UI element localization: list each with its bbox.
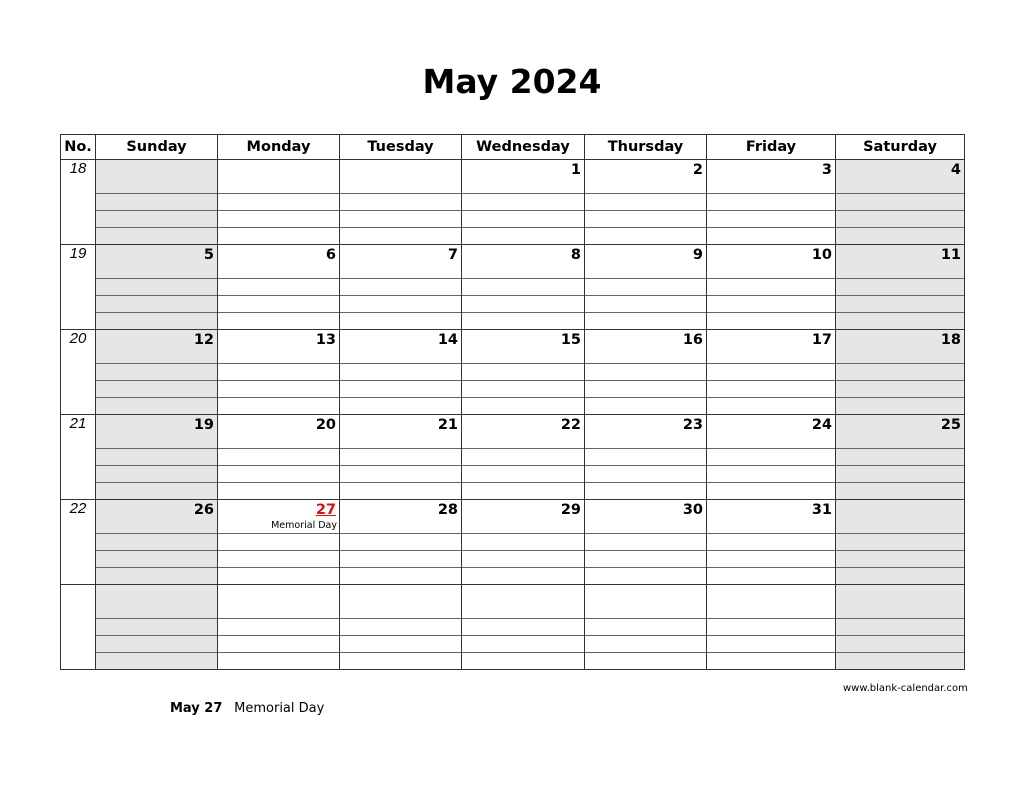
- day-number: 28: [437, 502, 458, 518]
- day-cell: [836, 160, 965, 194]
- note-line-cell: [836, 364, 965, 381]
- week-row: [61, 160, 965, 194]
- day-cell: [585, 585, 707, 619]
- note-line-cell: [340, 449, 462, 466]
- note-line-cell: [585, 279, 707, 296]
- note-line-cell: [218, 228, 340, 245]
- day-cell: [462, 500, 585, 534]
- note-line-cell: [585, 228, 707, 245]
- week-note-line: [61, 653, 965, 670]
- day-cell: [340, 160, 462, 194]
- note-line-cell: [96, 398, 218, 415]
- note-line-cell: [585, 636, 707, 653]
- day-number: 27: [315, 502, 336, 518]
- day-cell: [585, 245, 707, 279]
- day-number: 31: [811, 502, 832, 518]
- day-cell: [218, 160, 340, 194]
- week-row: [61, 245, 965, 279]
- note-line-cell: [96, 381, 218, 398]
- header-wednesday: Wednesday: [462, 135, 585, 160]
- day-cell: [340, 415, 462, 449]
- note-line-cell: [96, 636, 218, 653]
- day-cell: [707, 245, 836, 279]
- week-number: 18: [61, 160, 96, 245]
- day-number: 18: [940, 332, 961, 348]
- day-cell: [836, 585, 965, 619]
- day-cell: [707, 500, 836, 534]
- note-line-cell: [218, 449, 340, 466]
- calendar-grid: [60, 134, 965, 670]
- day-number: 30: [682, 502, 703, 518]
- day-cell: [462, 330, 585, 364]
- day-cell: [707, 160, 836, 194]
- note-line-cell: [218, 313, 340, 330]
- note-line-cell: [585, 551, 707, 568]
- note-line-cell: [218, 381, 340, 398]
- note-line-cell: [96, 551, 218, 568]
- note-line-cell: [96, 483, 218, 500]
- day-number: 9: [692, 247, 703, 263]
- note-line-cell: [836, 534, 965, 551]
- note-line-cell: [340, 194, 462, 211]
- note-line-cell: [462, 568, 585, 585]
- note-line-cell: [218, 653, 340, 670]
- note-line-cell: [340, 228, 462, 245]
- note-line-cell: [836, 568, 965, 585]
- note-line-cell: [707, 636, 836, 653]
- note-line-cell: [836, 381, 965, 398]
- day-cell: [462, 585, 585, 619]
- website-url: www.blank-calendar.com: [843, 683, 968, 694]
- day-cell: [836, 245, 965, 279]
- note-line-cell: [707, 449, 836, 466]
- note-line-cell: [96, 466, 218, 483]
- calendar-title: May 2024: [422, 62, 602, 101]
- week-note-line: [61, 279, 965, 296]
- day-cell: [707, 585, 836, 619]
- note-line-cell: [462, 619, 585, 636]
- note-line-cell: [462, 364, 585, 381]
- day-number: 16: [682, 332, 703, 348]
- week-row: [61, 415, 965, 449]
- note-line-cell: [707, 619, 836, 636]
- note-line-cell: [96, 194, 218, 211]
- note-line-cell: [96, 568, 218, 585]
- day-number: 3: [821, 162, 832, 178]
- header-tuesday: Tuesday: [340, 135, 462, 160]
- note-line-cell: [218, 279, 340, 296]
- day-number: 14: [437, 332, 458, 348]
- note-line-cell: [836, 194, 965, 211]
- note-line-cell: [340, 483, 462, 500]
- day-cell: [218, 500, 340, 534]
- day-cell: [462, 245, 585, 279]
- note-line-cell: [96, 653, 218, 670]
- day-cell: [340, 500, 462, 534]
- week-row: [61, 330, 965, 364]
- note-line-cell: [462, 449, 585, 466]
- note-line-cell: [707, 483, 836, 500]
- note-line-cell: [707, 194, 836, 211]
- note-line-cell: [96, 279, 218, 296]
- note-line-cell: [218, 296, 340, 313]
- day-number: 12: [193, 332, 214, 348]
- week-note-line: [61, 194, 965, 211]
- note-line-cell: [585, 313, 707, 330]
- day-number: 6: [325, 247, 336, 263]
- note-line-cell: [707, 466, 836, 483]
- note-line-cell: [96, 211, 218, 228]
- header-saturday: Saturday: [836, 135, 965, 160]
- note-line-cell: [707, 398, 836, 415]
- note-line-cell: [340, 381, 462, 398]
- day-number: 20: [315, 417, 336, 433]
- week-note-line: [61, 211, 965, 228]
- note-line-cell: [585, 364, 707, 381]
- note-line-cell: [462, 636, 585, 653]
- note-line-cell: [585, 619, 707, 636]
- day-number: 13: [315, 332, 336, 348]
- day-cell: [707, 415, 836, 449]
- note-line-cell: [462, 296, 585, 313]
- week-note-line: [61, 483, 965, 500]
- day-cell: [340, 585, 462, 619]
- day-cell: [836, 500, 965, 534]
- week-row: [61, 500, 965, 534]
- week-note-line: [61, 568, 965, 585]
- note-line-cell: [340, 551, 462, 568]
- note-line-cell: [340, 466, 462, 483]
- day-number: 2: [692, 162, 703, 178]
- note-line-cell: [96, 449, 218, 466]
- note-line-cell: [585, 534, 707, 551]
- week-note-line: [61, 466, 965, 483]
- note-line-cell: [218, 534, 340, 551]
- day-cell: [340, 245, 462, 279]
- day-number: 19: [193, 417, 214, 433]
- header-sunday: Sunday: [96, 135, 218, 160]
- note-line-cell: [836, 449, 965, 466]
- note-line-cell: [340, 653, 462, 670]
- note-line-cell: [707, 653, 836, 670]
- note-line-cell: [340, 364, 462, 381]
- note-line-cell: [218, 211, 340, 228]
- day-cell: [218, 415, 340, 449]
- note-line-cell: [707, 279, 836, 296]
- day-cell: [96, 245, 218, 279]
- day-cell: [462, 415, 585, 449]
- note-line-cell: [96, 228, 218, 245]
- note-line-cell: [836, 466, 965, 483]
- note-line-cell: [707, 534, 836, 551]
- day-number: 5: [203, 247, 214, 263]
- note-line-cell: [836, 551, 965, 568]
- note-line-cell: [462, 381, 585, 398]
- note-line-cell: [585, 568, 707, 585]
- note-line-cell: [836, 398, 965, 415]
- day-number: 25: [940, 417, 961, 433]
- note-line-cell: [462, 313, 585, 330]
- day-cell: [585, 415, 707, 449]
- note-line-cell: [340, 279, 462, 296]
- note-line-cell: [836, 483, 965, 500]
- holiday-name: Memorial Day: [234, 701, 325, 716]
- week-number: 22: [61, 500, 96, 585]
- note-line-cell: [585, 449, 707, 466]
- day-cell: [707, 330, 836, 364]
- header-thursday: Thursday: [585, 135, 707, 160]
- day-number: 17: [811, 332, 832, 348]
- note-line-cell: [707, 228, 836, 245]
- note-line-cell: [340, 534, 462, 551]
- holiday-date: May 27: [170, 701, 223, 716]
- note-line-cell: [340, 296, 462, 313]
- day-number: 1: [570, 162, 581, 178]
- note-line-cell: [462, 653, 585, 670]
- day-number: 8: [570, 247, 581, 263]
- week-number: 21: [61, 415, 96, 500]
- day-number: 11: [940, 247, 961, 263]
- week-note-line: [61, 398, 965, 415]
- note-line-cell: [96, 619, 218, 636]
- note-line-cell: [836, 279, 965, 296]
- header-monday: Monday: [218, 135, 340, 160]
- week-number: 20: [61, 330, 96, 415]
- note-line-cell: [218, 398, 340, 415]
- day-cell: [585, 330, 707, 364]
- note-line-cell: [707, 313, 836, 330]
- note-line-cell: [585, 211, 707, 228]
- day-cell: [585, 500, 707, 534]
- note-line-cell: [96, 296, 218, 313]
- note-line-cell: [462, 194, 585, 211]
- note-line-cell: [340, 568, 462, 585]
- note-line-cell: [218, 483, 340, 500]
- header-week-number: No.: [61, 135, 96, 160]
- note-line-cell: [462, 466, 585, 483]
- note-line-cell: [218, 551, 340, 568]
- week-note-line: [61, 449, 965, 466]
- day-number: 22: [560, 417, 581, 433]
- note-line-cell: [585, 466, 707, 483]
- day-number: 26: [193, 502, 214, 518]
- note-line-cell: [585, 398, 707, 415]
- note-line-cell: [585, 653, 707, 670]
- note-line-cell: [340, 636, 462, 653]
- note-line-cell: [218, 194, 340, 211]
- day-cell: [585, 160, 707, 194]
- header-row: [61, 135, 965, 160]
- week-note-line: [61, 551, 965, 568]
- note-line-cell: [836, 653, 965, 670]
- note-line-cell: [836, 313, 965, 330]
- note-line-cell: [707, 551, 836, 568]
- day-cell: [96, 330, 218, 364]
- note-line-cell: [707, 381, 836, 398]
- day-number: 24: [811, 417, 832, 433]
- note-line-cell: [836, 296, 965, 313]
- note-line-cell: [707, 211, 836, 228]
- note-line-cell: [96, 534, 218, 551]
- day-cell: [218, 330, 340, 364]
- day-number: 23: [682, 417, 703, 433]
- note-line-cell: [218, 636, 340, 653]
- note-line-cell: [836, 619, 965, 636]
- note-line-cell: [340, 398, 462, 415]
- note-line-cell: [836, 228, 965, 245]
- note-line-cell: [462, 534, 585, 551]
- day-cell: [340, 330, 462, 364]
- note-line-cell: [585, 296, 707, 313]
- note-line-cell: [585, 483, 707, 500]
- week-note-line: [61, 313, 965, 330]
- note-line-cell: [585, 194, 707, 211]
- note-line-cell: [462, 279, 585, 296]
- week-number: [61, 585, 96, 670]
- week-row: [61, 585, 965, 619]
- note-line-cell: [462, 551, 585, 568]
- day-number: 29: [560, 502, 581, 518]
- day-number: 4: [950, 162, 961, 178]
- note-line-cell: [836, 211, 965, 228]
- note-line-cell: [340, 619, 462, 636]
- note-line-cell: [707, 568, 836, 585]
- week-note-line: [61, 364, 965, 381]
- note-line-cell: [218, 364, 340, 381]
- week-note-line: [61, 619, 965, 636]
- day-number: 15: [560, 332, 581, 348]
- note-line-cell: [707, 364, 836, 381]
- week-note-line: [61, 534, 965, 551]
- note-line-cell: [462, 483, 585, 500]
- day-number: 7: [447, 247, 458, 263]
- week-note-line: [61, 636, 965, 653]
- week-note-line: [61, 296, 965, 313]
- header-friday: Friday: [707, 135, 836, 160]
- holiday-label: Memorial Day: [271, 520, 337, 531]
- holiday-list-item: [170, 701, 324, 716]
- note-line-cell: [218, 619, 340, 636]
- note-line-cell: [218, 466, 340, 483]
- note-line-cell: [340, 211, 462, 228]
- day-cell: [462, 160, 585, 194]
- note-line-cell: [96, 364, 218, 381]
- day-cell: [96, 500, 218, 534]
- day-cell: [836, 330, 965, 364]
- note-line-cell: [836, 636, 965, 653]
- week-note-line: [61, 228, 965, 245]
- note-line-cell: [707, 296, 836, 313]
- note-line-cell: [585, 381, 707, 398]
- week-number: 19: [61, 245, 96, 330]
- week-note-line: [61, 381, 965, 398]
- day-cell: [96, 585, 218, 619]
- note-line-cell: [340, 313, 462, 330]
- day-cell: [218, 585, 340, 619]
- note-line-cell: [462, 228, 585, 245]
- note-line-cell: [462, 398, 585, 415]
- day-cell: [96, 415, 218, 449]
- note-line-cell: [96, 313, 218, 330]
- day-cell: [836, 415, 965, 449]
- note-line-cell: [462, 211, 585, 228]
- note-line-cell: [218, 568, 340, 585]
- day-cell: [218, 245, 340, 279]
- day-number: 21: [437, 417, 458, 433]
- day-number: 10: [811, 247, 832, 263]
- day-cell: [96, 160, 218, 194]
